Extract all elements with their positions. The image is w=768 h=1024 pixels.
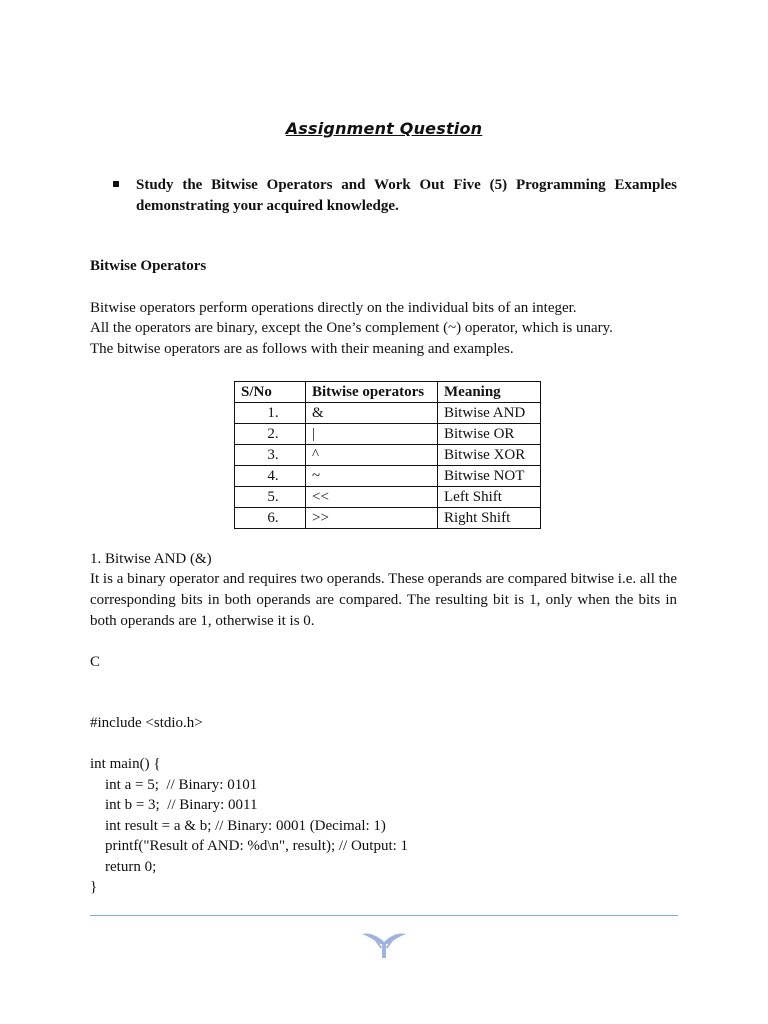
table-cell: 4.	[235, 466, 306, 487]
table-cell: ^	[306, 445, 438, 466]
table-header: S/No	[235, 382, 306, 403]
table-cell: 3.	[235, 445, 306, 466]
code-line: int b = 3; // Binary: 0011	[90, 797, 258, 813]
language-label: C	[90, 654, 101, 670]
table-header: Bitwise operators	[306, 382, 438, 403]
code-line: int result = a & b; // Binary: 0001 (Decimal: 1)	[90, 818, 386, 834]
table-cell: Right Shift	[438, 508, 541, 529]
bullet-square-icon	[113, 181, 119, 187]
code-include: #include <stdio.h>	[90, 715, 203, 731]
and-description: It is a binary operator and requires two operands. These operands are compared bitwise i.e. all the corresponding bits in both operands are compared. The resulting bit is 1, only when the bits in both operands are 1, otherwise it is 0.	[90, 571, 677, 629]
code-line: printf("Result of AND: %d\n", result); // Output: 1	[90, 838, 409, 854]
page-title: Assignment Question	[285, 119, 483, 138]
table-row	[235, 445, 541, 466]
table-cell: Bitwise XOR	[438, 445, 541, 466]
table-cell: 1.	[235, 403, 306, 424]
table-row	[235, 466, 541, 487]
table-row	[235, 424, 541, 445]
table-cell: Left Shift	[438, 487, 541, 508]
code-line: }	[90, 879, 98, 895]
table-cell: <<	[306, 487, 438, 508]
and-heading: 1. Bitwise AND (&)	[90, 551, 212, 567]
section-heading: Bitwise Operators	[90, 258, 207, 274]
table-cell: Bitwise OR	[438, 424, 541, 445]
table-cell: ~	[306, 466, 438, 487]
code-line: int a = 5; // Binary: 0101	[90, 777, 258, 793]
footer-logo-icon	[360, 928, 408, 960]
operators-table	[234, 381, 541, 529]
intro-line: The bitwise operators are as follows with their meaning and examples.	[90, 341, 514, 357]
table-header: Meaning	[438, 382, 541, 403]
table-row	[235, 403, 541, 424]
code-line: return 0;	[90, 859, 157, 875]
table-cell: |	[306, 424, 438, 445]
intro-line: Bitwise operators perform operations directly on the individual bits of an integer.	[90, 300, 577, 316]
table-cell: Bitwise AND	[438, 403, 541, 424]
intro-line: All the operators are binary, except the One’s complement (~) operator, which is unary.	[90, 320, 613, 336]
table-row	[235, 487, 541, 508]
code-line: int main() {	[90, 756, 161, 772]
table-cell: 6.	[235, 508, 306, 529]
table-cell: Bitwise NOT	[438, 466, 541, 487]
assignment-bullet: Study the Bitwise Operators and Work Out Five (5) Programming Examples demonstrating your acquired knowledge.	[136, 177, 677, 214]
table-cell: >>	[306, 508, 438, 529]
table-cell: 5.	[235, 487, 306, 508]
table-header-row	[235, 382, 541, 403]
table-cell: 2.	[235, 424, 306, 445]
table-cell: &	[306, 403, 438, 424]
table-row	[235, 508, 541, 529]
footer-rule	[90, 915, 678, 916]
